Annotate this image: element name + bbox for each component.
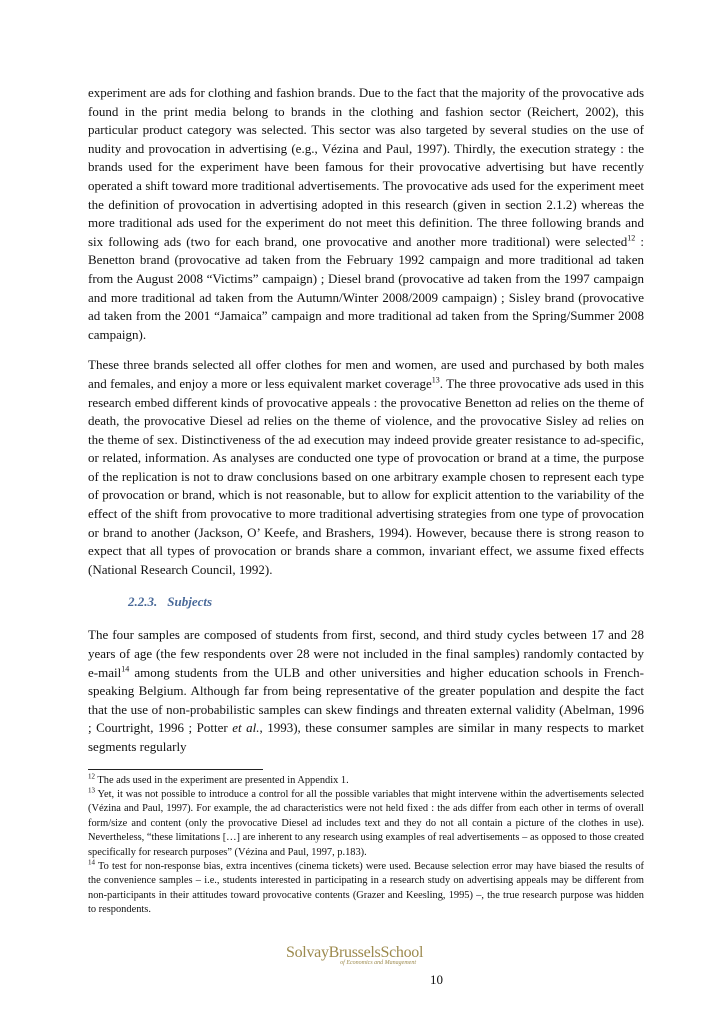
page-number: 10 bbox=[430, 972, 443, 987]
section-title: Subjects bbox=[167, 594, 213, 610]
footnote-ref: 12 bbox=[627, 233, 636, 243]
section-number: 2.2.3. bbox=[128, 594, 158, 610]
school-logo bbox=[286, 944, 424, 966]
footnote-ref: 14 bbox=[121, 664, 130, 674]
page-content bbox=[88, 84, 644, 918]
body-paragraph: The four samples are composed of students from first, second, and third study cycles between 17 and 28 years of age (the few respondents over 28 were not included in the final samples) randomly contacted by e-mail$^{14}$ among students from the ULB and other universities and higher education schools in French-speaking Belgium. Although far from being representative of the greater population and despite the fact that the use of non-probabilistic samples can skew findings and threaten external validity (Abelman, 1996 ; Courtright, 1996 ; Potter et al., 1993), these consumer samples are similar in many respects to market segments regularly bbox=[88, 627, 644, 754]
body-paragraph: experiment are ads for clothing and fashion brands. Due to the fact that the majority of the provocative ads found in the print media belong to brands in the clothing and fashion sector (Reichert, 2002), this particular product category was selected. This sector was also targeted by several studies on the use of nudity and provocation in advertising (e.g., Vézina and Paul, 1997). Thirdly, the execution strategy : the brands used for the experiment have been famous for their provocative advertising but have recently operated a shift toward more traditional advertisements. The provocative ads used for the experiment meet the definition of provocation in advertising adopted in this research (given in section 2.1.2) whereas the more traditional ads used for the experiment do not meet this definition. The three following brands and six following ads (two for each brand, one provocative and another more traditional) were selected$^{12}$ : Benetton brand (provocative ad taken from the February 1992 campaign and more traditional ad taken from the August 2008 “Victims” campaign) ; Diesel brand (provocative ad taken from the 1997 campaign and more traditional ad taken from the Autumn/Winter 2008/2009 campaign) ; Sisley brand (provocative ad taken from the 2001 “Jamaica” campaign and more traditional ad taken from the Spring/Summer 2008 campaign). bbox=[88, 85, 644, 342]
section-heading bbox=[128, 594, 644, 610]
footnote-ref: 13 bbox=[431, 375, 440, 385]
footnote: $^{12}$ The ads used in the experiment are presented in Appendix 1. bbox=[88, 772, 349, 786]
footnote-separator bbox=[88, 769, 263, 770]
logo-main-text: SolvayBrusselsSchool bbox=[286, 944, 424, 961]
logo-sub-text: of Economics and Management bbox=[340, 960, 416, 966]
body-paragraph: These three brands selected all offer clothes for men and women, are used and purchased by both males and females, and enjoy a more or less equivalent market coverage$^{13}$. The three provocative ads used in this research embed different kinds of provocative appeals : the provocative Benetton ad relies on the theme of death, the provocative Diesel ad relies on the theme of violence, and the provocative Sisley ad relies on the theme of sex. Distinctiveness of the ad execution may indeed provide greater resistance to ad-specific, or related, information. As analyses are conducted one type of provocation or brand at a time, the purpose of the replication is not to draw conclusions based on one arbitrary example chosen to represent each type of provocation or brand, which is not reasonable, but to allow for explicit attention to the variability of the effect of the shift from provocative to more traditional advertising strategies from one type of provocation or brand to another (Jackson, O’ Keefe, and Brashers, 1994). However, because there is strong reason to expect that all types of provocation or brands share a common, invariant effect, we assume fixed effects (National Research Council, 1992). bbox=[88, 357, 644, 577]
footnote: $^{13}$ Yet, it was not possible to introduce a control for all the possible variables that might intervene within the advertisements selected (Vézina and Paul, 1997). For example, the ad characteristics were not held fixed : the ads differ from each other in terms of overall form/size and content (only the provocative Diesel ad includes text and they do not all contain a picture of the clothes in use). Nevertheless, “these limitations […] are inherent to any research using examples of real advertisements – as opposed to those created specifically for research purposes” (Vézina and Paul, 1997, p.183). bbox=[88, 786, 644, 858]
footnote: $^{14}$ To test for non-response bias, extra incentives (cinema tickets) were used. Because selection error may have biased the results of the convenience samples – i.e., students interested in participating in a research study on advertising appeals may be different from non-participants in their attitudes toward provocative contents (Grazer and Keesling, 1995) –, the true research purpose was hidden to respondents. bbox=[88, 858, 644, 916]
